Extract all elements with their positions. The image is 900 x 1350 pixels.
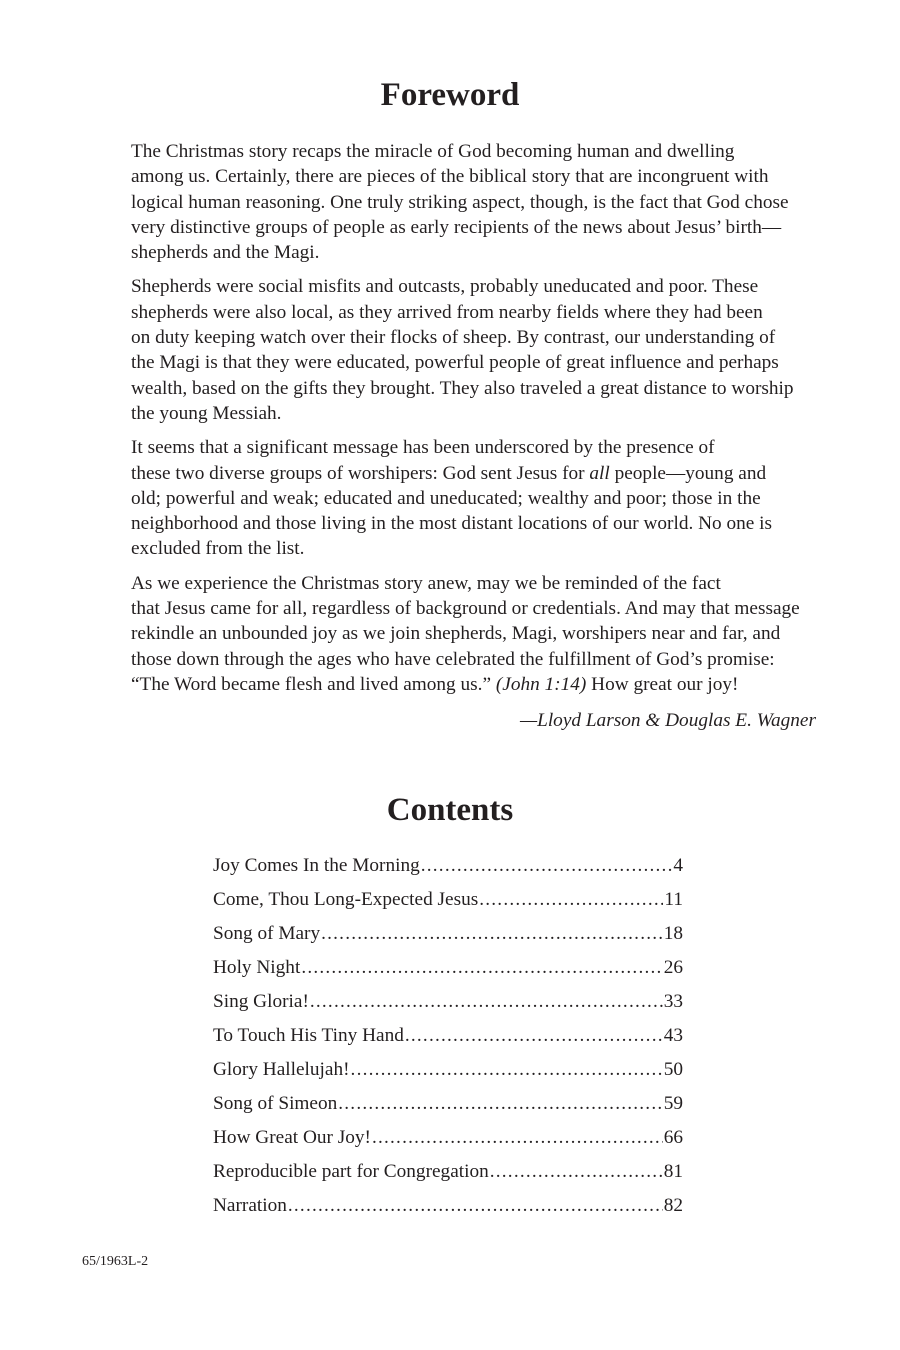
table-of-contents: [213, 852, 683, 1226]
toc-entry-page: 66: [663, 1127, 683, 1148]
toc-leader-dots: [321, 920, 663, 948]
toc-leader-dots: [338, 1090, 662, 1118]
toc-entry: [213, 954, 683, 988]
catalog-number: 65/1963L-2: [82, 1254, 149, 1269]
toc-entry-page: 59: [663, 1093, 683, 1114]
toc-entry: [213, 920, 683, 954]
toc-entry: [213, 1124, 683, 1158]
toc-entry: [213, 988, 683, 1022]
foreword-paragraph-1: [82, 139, 822, 265]
text-line: Shepherds were social misfits and outcasts, probably uneducated and poor. These: [131, 276, 759, 298]
toc-leader-dots: [288, 1192, 663, 1220]
text-line: shepherds were also local, as they arrived from nearby fields where they had been: [131, 301, 763, 323]
toc-entry: [213, 1158, 683, 1192]
toc-entry: [213, 852, 683, 886]
toc-leader-dots: [310, 988, 663, 1016]
toc-entry-title: How Great Our Joy!: [213, 1127, 371, 1148]
toc-entry-page: 82: [663, 1195, 683, 1216]
toc-entry-title: Song of Mary: [213, 923, 321, 944]
text-line: old; powerful and weak; educated and uneducated; wealthy and poor; those in the: [131, 487, 761, 509]
toc-entry-page: 33: [663, 991, 683, 1012]
text-segment: these two diverse groups of worshipers: God sent Jesus for: [131, 462, 590, 484]
foreword-paragraph-4: [82, 571, 822, 697]
toc-entry-title: To Touch His Tiny Hand: [213, 1025, 404, 1046]
text-line: The Christmas story recaps the miracle of God becoming human and dwelling: [131, 141, 735, 162]
foreword-signature: —Lloyd Larson & Douglas E. Wagner: [519, 710, 816, 731]
text-segment: How great our joy!: [586, 673, 739, 695]
toc-entry-title: Come, Thou Long-Expected Jesus: [213, 889, 479, 910]
text-segment: people—young and: [609, 462, 767, 484]
toc-entry-page: 43: [663, 1025, 683, 1046]
text-line: excluded from the list.: [131, 538, 305, 560]
toc-entry-title: Narration: [213, 1195, 287, 1216]
text-line: [82, 461, 822, 486]
text-segment: “The Word became flesh and lived among us.”: [131, 673, 496, 695]
toc-entry-page: 81: [663, 1161, 683, 1182]
toc-entry: [213, 1056, 683, 1090]
toc-leader-dots: [351, 1056, 663, 1084]
toc-entry-title: Glory Hallelujah!: [213, 1059, 350, 1080]
toc-entry-page: 11: [664, 889, 683, 910]
text-line: logical human reasoning. One truly striking aspect, though, is the fact that God chose: [131, 191, 789, 213]
text-line: that Jesus came for all, regardless of background or credentials. And may that message: [131, 598, 800, 620]
text-line: wealth, based on the gifts they brought. They also traveled a great distance to worship: [131, 377, 794, 399]
foreword-paragraph-2: [82, 274, 822, 426]
toc-entry-page: 18: [663, 923, 683, 944]
text-line: rekindle an unbounded joy as we join shepherds, Magi, worshipers near and far, and: [131, 623, 781, 645]
foreword-body: [82, 139, 822, 706]
toc-entry-page: 26: [663, 957, 683, 978]
text-line: among us. Certainly, there are pieces of the biblical story that are incongruent with: [131, 166, 769, 188]
toc-entry-page: 4: [673, 855, 683, 876]
toc-entry: [213, 1022, 683, 1056]
text-line: those down through the ages who have celebrated the fulfillment of God’s promise:: [131, 648, 775, 670]
toc-entry-title: Sing Gloria!: [213, 991, 309, 1012]
scripture-reference: (John 1:14): [495, 673, 587, 695]
emphasis-all: all: [589, 462, 610, 484]
text-line: It seems that a significant message has been underscored by the presence of: [131, 437, 715, 459]
text-line: the Magi is that they were educated, powerful people of great influence and perhaps: [131, 352, 779, 374]
toc-leader-dots: [301, 954, 662, 982]
text-line: the young Messiah.: [131, 402, 282, 424]
text-line: [82, 672, 822, 697]
toc-entry-title: Holy Night: [213, 957, 301, 978]
foreword-paragraph-3: [82, 435, 822, 561]
text-line: shepherds and the Magi.: [131, 242, 320, 264]
toc-leader-dots: [479, 886, 663, 914]
toc-leader-dots: [490, 1158, 663, 1186]
toc-entry-page: 50: [663, 1059, 683, 1080]
toc-entry: [213, 886, 683, 920]
toc-leader-dots: [372, 1124, 663, 1152]
text-line: neighborhood and those living in the most distant locations of our world. No one is: [131, 513, 773, 535]
text-line: on duty keeping watch over their flocks of sheep. By contrast, our understanding of: [131, 327, 776, 349]
text-line: As we experience the Christmas story anew, may we be reminded of the fact: [131, 572, 721, 594]
toc-leader-dots: [405, 1022, 663, 1050]
toc-entry-title: Joy Comes In the Morning: [213, 855, 420, 876]
toc-entry: [213, 1192, 683, 1226]
toc-entry-title: Song of Simeon: [213, 1093, 338, 1114]
toc-entry-title: Reproducible part for Congregation: [213, 1161, 489, 1182]
text-line: very distinctive groups of people as early recipients of the news about Jesus’ birth—: [131, 216, 782, 238]
toc-entry: [213, 1090, 683, 1124]
toc-leader-dots: [421, 852, 673, 880]
foreword-title: Foreword: [380, 77, 520, 113]
contents-title: Contents: [386, 792, 514, 828]
